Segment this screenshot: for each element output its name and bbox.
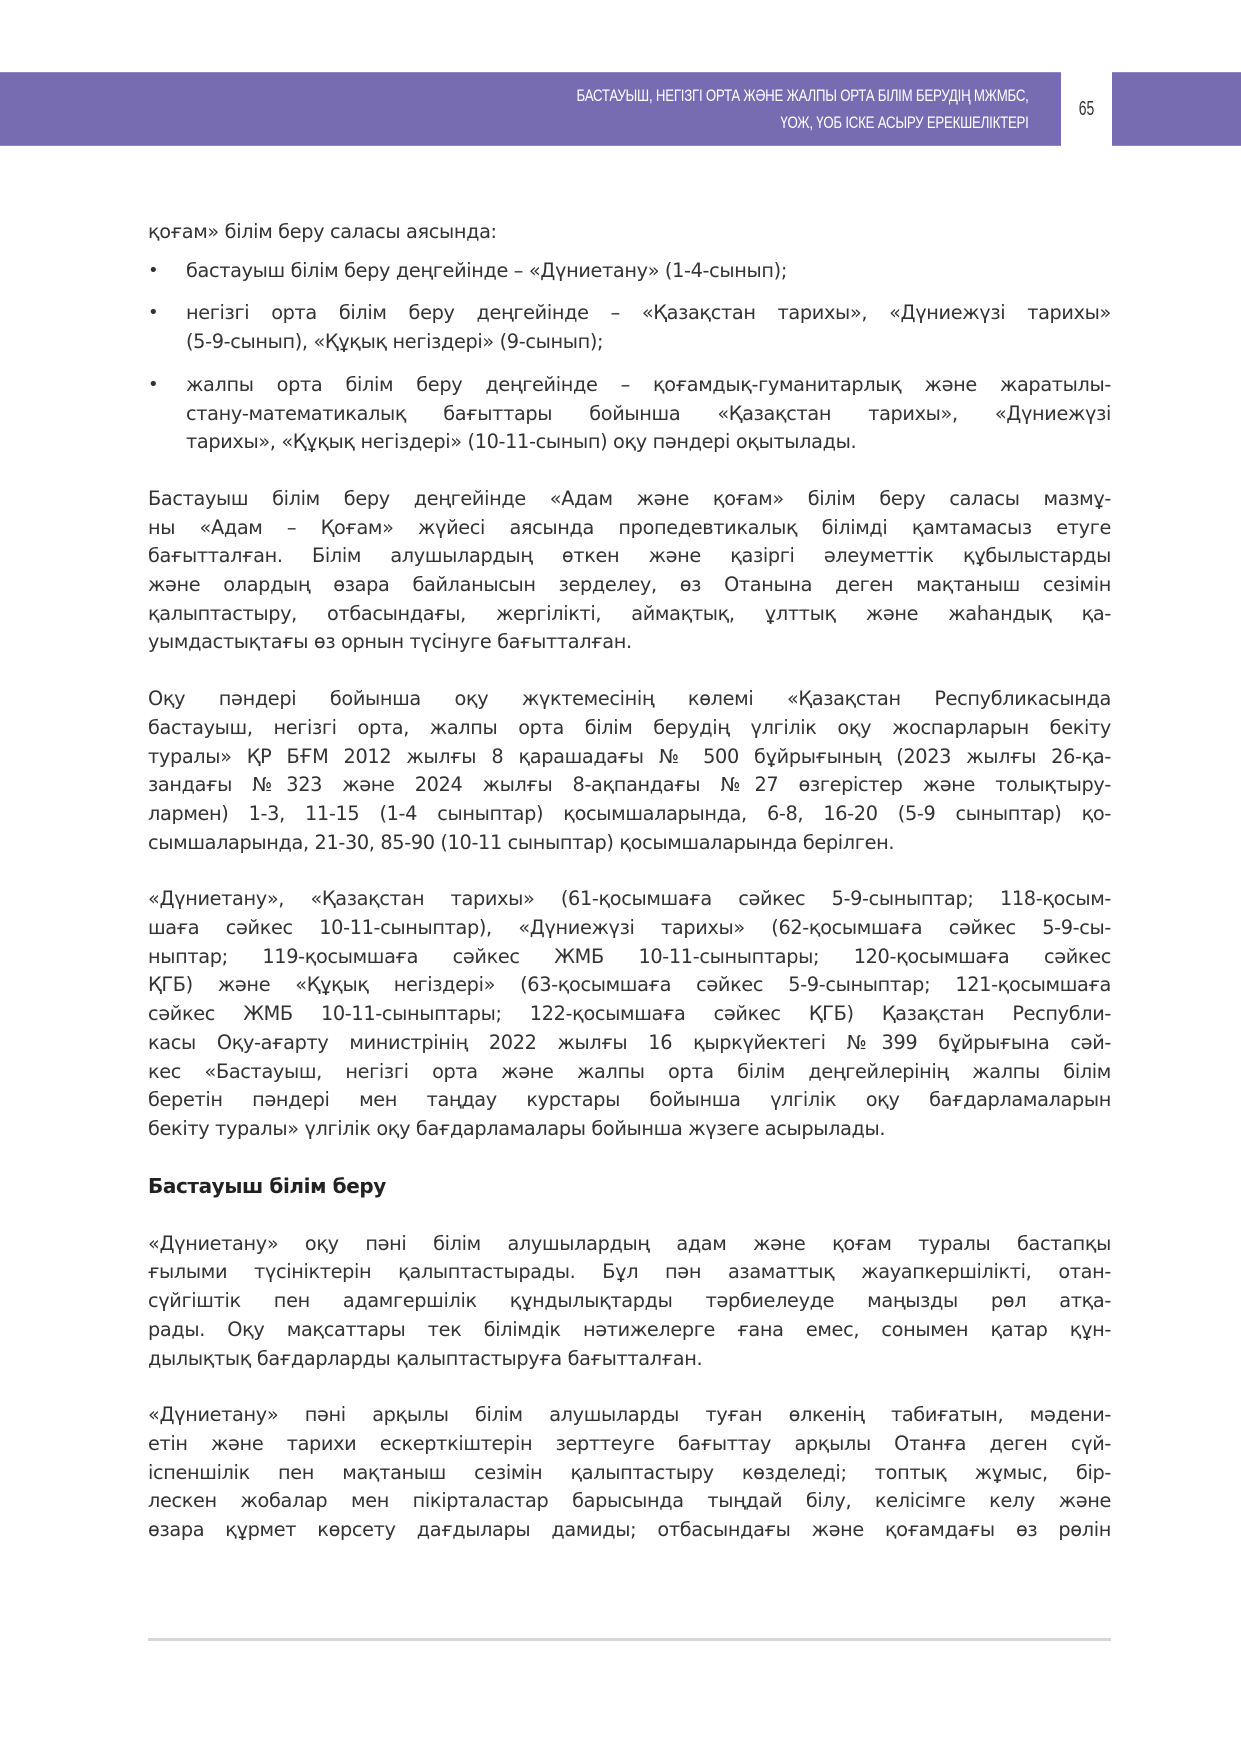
paragraph: Оқу пәндері бойынша оқу жүктемесінің көлемі «Қазақстан Республикасында бастауыш, негізгі орта, жалпы орта білім берудің үлгілік оқу жоспарларын бекіту туралы» ҚР БҒМ 2012 жылғы 8 қарашадағы № 500 бұйрығының (2023 жылғы 26-қа- зандағы №323 және 2024 жылғы 8-ақпандағы №27 өзгерістер және толықтыру- лармен) 1-3, 11-15 (1-4 сыныптар) қосымшаларында, 6-8, 16-20 (5-9 сыныптар) қо- сымшаларында, 21-30, 85-90 (10-11 сыныптар) қосымшаларында берілген. xyxy=(148,687,1111,854)
page-number: 65 xyxy=(1078,98,1095,120)
page-body xyxy=(148,218,1111,1545)
list-item: • негізгі орта білім беру деңгейінде – «Қазақстан тарихы», «Дүниежүзі тарихы» (5-9-сынып), «Құқық негіздері» (9-сынып); xyxy=(148,299,1111,356)
running-header-line-1: БАСТАУЫШ, НЕГІЗГІ ОРТА ЖӘНЕ ЖАЛПЫ ОРТА БІЛІМ БЕРУДІҢ МЖМБС, xyxy=(576,86,1029,105)
header-band-right xyxy=(1112,72,1241,146)
paragraph: «Дүниетану» оқу пәні білім алушылардың адам және қоғам туралы бастапқы ғылыми түсініктерін қалыптастырады. Бұл пән азаматтық жауапкершілікті, отан- сүйгіштік пен адамгершілік құндылықтарды тәрбиелеуде маңызды рөл атқа- рады. Оқу мақсаттары тек білімдік нәтижелерге ғана емес, сонымен қатар құн- дылықтық бағдарларды қалыптастыруға бағытталған. xyxy=(148,1231,1111,1370)
list-item: • бастауыш білім беру деңгейінде – «Дүниетану» (1-4-сынып); xyxy=(148,257,1111,286)
paragraph: «Дүниетану» пәні арқылы білім алушыларды туған өлкенің табиғатын, мәдени- етін және тарихи ескерткіштерін зерттеуге бағыттау арқылы Отанға деген сүй- іспеншілік пен мақтаныш сезімін қалыптастыру көзделеді; топтық жұмыс, бір- лескен жобалар мен пікірталастар барысында тыңдай білу, келісімге келу және өзара құрмет көрсету дағдылары дамиды; отбасындағы және қоғамдағы өз рөлін xyxy=(148,1403,1111,1542)
paragraph: Бастауыш білім беру деңгейінде «Адам және қоғам» білім беру саласы мазмұ- ны «Адам – Қоғам» жүйесі аясында пропедевтикалық білімді қамтамасыз етуге бағытталған. Білім алушылардың өткен және қазіргі әлеуметтік құбылыстарды және олардың өзара байланысын зерделеу, өз Отанына деген мақтаныш сезімін қалыптастыру, отбасындағы, жергілікті, аймақтық, ұлттық және жаһандық қа- уымдастықтағы өз орнын түсінуге бағытталған. xyxy=(148,486,1111,654)
list-item: • жалпы орта білім беру деңгейінде – қоғамдық-гуманитарлық және жаратылы- стану-математикалық бағыттары бойынша «Қазақстан тарихы», «Дүниежүзі тарихы», «Құқық негіздері» (10-11-сынып) оқу пәндері оқытылады. xyxy=(148,371,1111,457)
section-heading: Бастауыш білім беру xyxy=(148,1173,386,1198)
running-header-title xyxy=(577,82,1029,136)
intro-lead: қоғам» білім беру саласы аясында: xyxy=(148,220,497,243)
header-band xyxy=(0,72,1061,146)
footer-divider xyxy=(148,1638,1111,1641)
subject-list xyxy=(148,257,1111,457)
running-header-line-2: ҮОЖ, ҮОБ ІСКЕ АСЫРУ ЕРЕКШЕЛІКТЕРІ xyxy=(780,113,1029,132)
paragraph: «Дүниетану», «Қазақстан тарихы» (61-қосымшаға сәйкес 5-9-сыныптар; 118-қосым- шаға сәйкес 10-11-сыныптар), «Дүниежүзі тарихы» (62-қосымшаға сәйкес 5-9-сы- ныптар; 119-қосымшаға сәйкес ЖМБ 10-11-сыныптары; 120-қосымшаға сәйкес ҚГБ) және «Құқық негіздері» (63-қосымшаға сәйкес 5-9-сыныптар; 121-қосымшаға сәйкес ЖМБ 10-11-сыныптары; 122-қосымшаға сәйкес ҚГБ) Қазақстан Республи- касы Оқу-ағарту министрінің 2022 жылғы 16 қыркүйектегі №399 бұйрығына сәй- кес «Бастауыш, негізгі орта және жалпы орта білім деңгейлерінің жалпы білім беретін пәндері мен таңдау курстары бойынша үлгілік оқу бағдарламаларын бекіту туралы» үлгілік оқу бағдарламалары бойынша жүзеге асырылады. xyxy=(148,887,1111,1140)
